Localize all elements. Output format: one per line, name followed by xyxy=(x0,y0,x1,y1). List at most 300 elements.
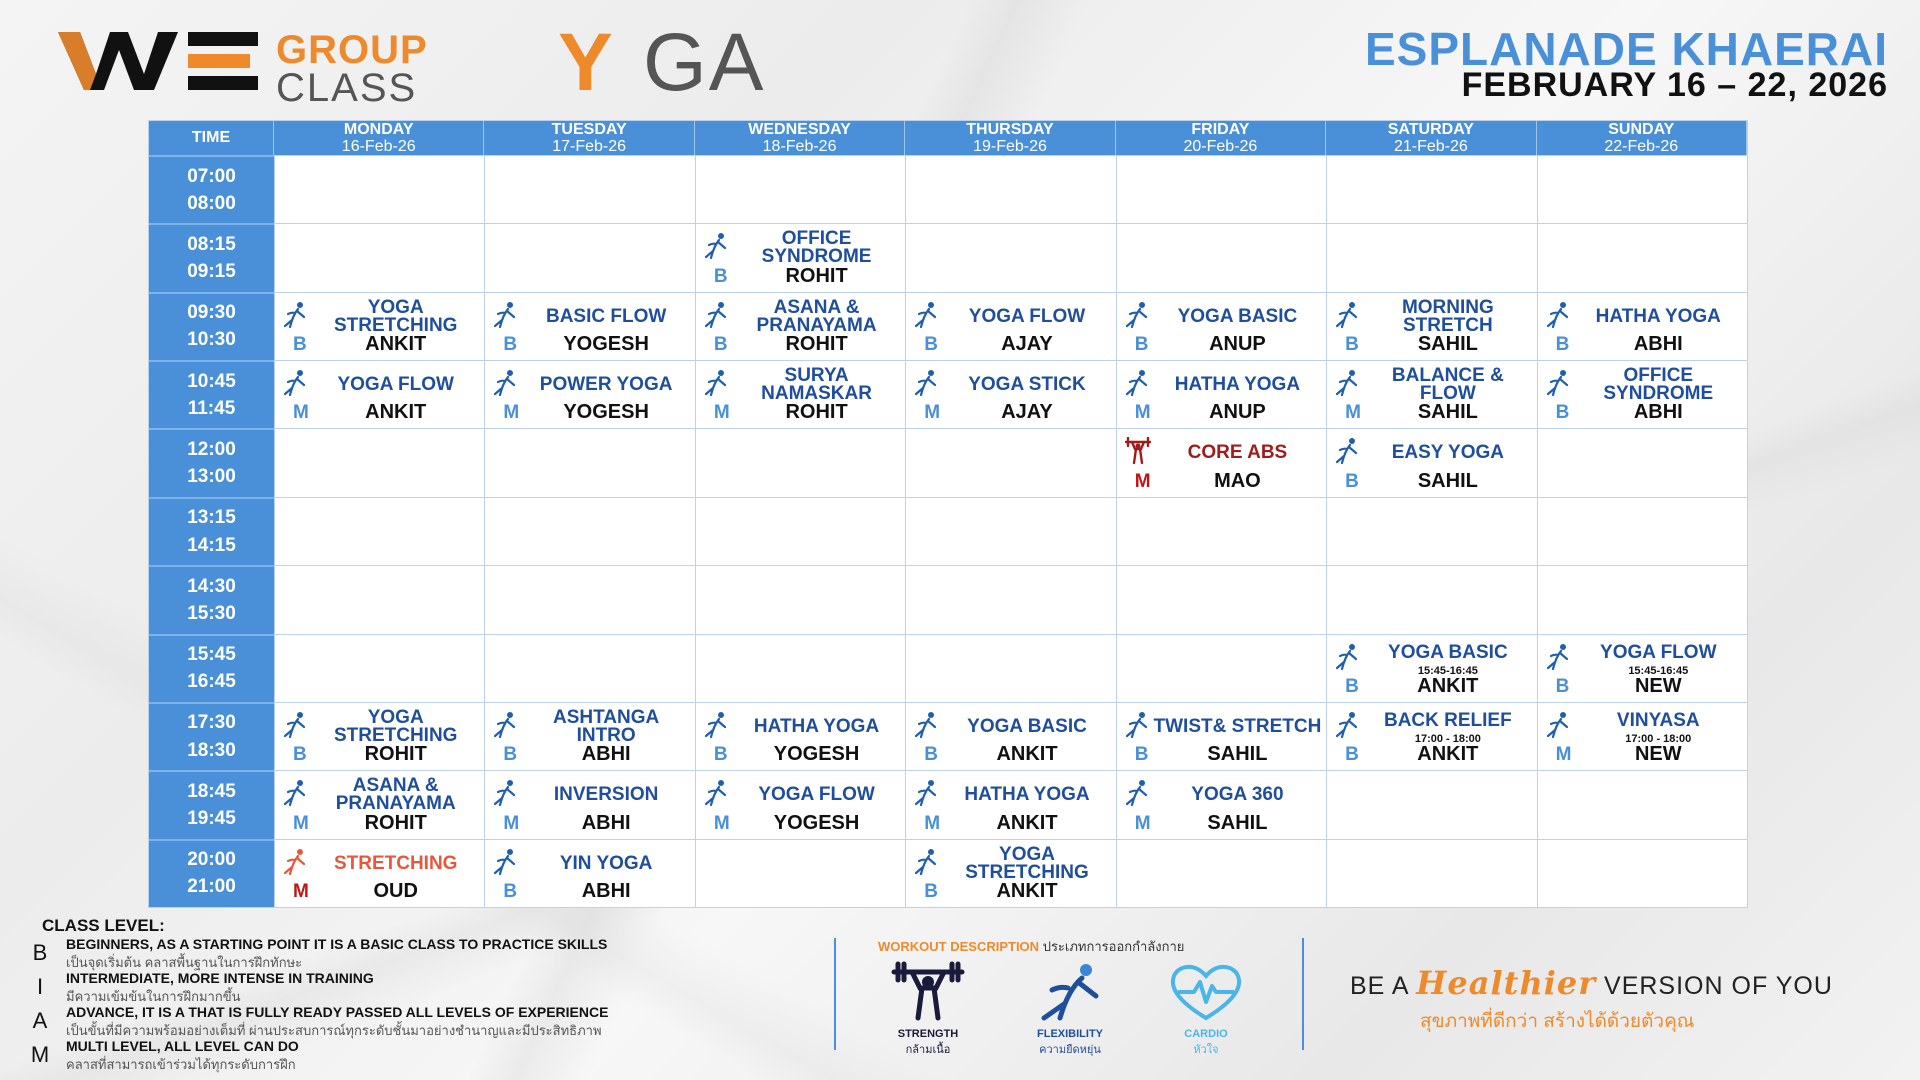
class-level: B xyxy=(924,334,939,356)
flexibility-icon xyxy=(493,301,517,329)
class-cell[interactable] xyxy=(274,702,484,770)
flexibility-icon xyxy=(1335,369,1359,397)
level-row xyxy=(28,970,808,1004)
flexibility-icon xyxy=(914,848,938,876)
level-description: ADVANCE, IT IS A THAT IS FULLY READY PASSED ALL LEVELS OF EXPERIENCE xyxy=(66,1004,609,1020)
flexibility-icon xyxy=(914,779,938,807)
instructor-name: SAHIL xyxy=(1417,333,1478,356)
class-level: M xyxy=(293,881,309,902)
instructor-name: ABHI xyxy=(581,880,631,902)
instructor-name: ROHIT xyxy=(785,401,848,424)
empty-cell xyxy=(695,497,905,565)
flexibility-icon xyxy=(704,232,728,260)
flexibility-icon xyxy=(1335,437,1359,465)
flexibility-icon xyxy=(1335,301,1359,329)
empty-cell xyxy=(1326,839,1536,907)
day-date: 19-Feb-26 xyxy=(973,137,1047,155)
day-header xyxy=(695,121,905,155)
day-date: 20-Feb-26 xyxy=(1183,137,1258,155)
level-row xyxy=(28,1004,808,1038)
empty-cell xyxy=(905,428,1115,496)
class-level: M xyxy=(713,402,730,424)
flexibility-icon xyxy=(1546,301,1570,329)
empty-cell xyxy=(905,155,1115,223)
slot-start: 10:45 xyxy=(187,370,236,392)
class-level: M xyxy=(1134,402,1151,424)
instructor-name: ROHIT xyxy=(785,264,848,287)
empty-cell xyxy=(1537,497,1747,565)
flexibility-icon xyxy=(283,711,307,739)
class-cell[interactable] xyxy=(1326,428,1536,496)
class-cell[interactable] xyxy=(1116,702,1326,770)
class-time-note: 17:00 - 18:00 xyxy=(1414,732,1481,745)
class-level-legend xyxy=(28,916,808,1072)
flexibility-icon xyxy=(493,848,517,876)
class-level: B xyxy=(1134,744,1149,766)
slot-start: 07:00 xyxy=(187,165,236,187)
level-letter: A xyxy=(32,1008,48,1033)
class-cell[interactable] xyxy=(695,360,905,428)
class-level: B xyxy=(1345,675,1359,697)
class-name: ASANA & PRANAYAMA xyxy=(756,296,877,336)
flexibility-icon xyxy=(1546,369,1570,397)
flexibility-label-th: ความยืดหยุ่น xyxy=(1039,1044,1101,1056)
class-name: STRETCHING xyxy=(333,852,458,874)
empty-cell xyxy=(905,634,1115,702)
slot-end: 15:30 xyxy=(187,602,236,624)
empty-cell xyxy=(1326,770,1536,838)
class-name: HATHA YOGA xyxy=(753,715,880,737)
class-level: M xyxy=(924,402,941,424)
class-level: B xyxy=(713,265,728,287)
class-name: YOGA FLOW xyxy=(337,374,454,396)
level-letter: M xyxy=(30,1042,50,1067)
class-cell[interactable] xyxy=(695,292,905,360)
level-description-th: คลาสที่สามารถเข้าร่วมได้ทุกระดับการฝึก xyxy=(66,1057,296,1072)
class-level: B xyxy=(1345,470,1359,492)
empty-cell xyxy=(1116,497,1326,565)
logo-yoga-ga: GA xyxy=(643,17,766,108)
instructor-name: ANKIT xyxy=(365,333,427,356)
instructor-name: ANKIT xyxy=(1417,674,1479,697)
day-header xyxy=(1537,121,1747,155)
strength-label-th: กล้ามเนื้อ xyxy=(905,1044,951,1056)
class-cell[interactable] xyxy=(274,360,484,428)
empty-cell xyxy=(1326,223,1536,291)
slot-start: 13:15 xyxy=(187,507,236,529)
flexibility-icon xyxy=(704,711,728,739)
empty-cell xyxy=(1537,428,1747,496)
time-slot xyxy=(149,702,274,770)
instructor-name: ABHI xyxy=(581,743,631,766)
instructor-name: YOGESH xyxy=(563,333,649,356)
class-level: B xyxy=(1345,744,1359,766)
footer-divider xyxy=(1302,938,1304,1050)
instructor-name: NEW xyxy=(1634,743,1682,766)
flexibility-label: FLEXIBILITY xyxy=(1037,1028,1103,1040)
class-cell[interactable] xyxy=(484,360,694,428)
day-name: SATURDAY xyxy=(1387,120,1474,138)
logo-class: CLASS xyxy=(276,66,418,110)
class-name: YOGA BASIC xyxy=(1388,641,1508,663)
class-cell[interactable] xyxy=(1116,428,1326,496)
class-cell[interactable] xyxy=(695,770,905,838)
flexibility-icon xyxy=(914,711,938,739)
flexibility-icon xyxy=(704,301,728,329)
empty-cell xyxy=(1537,839,1747,907)
slot-end: 16:45 xyxy=(187,671,236,693)
instructor-name: ANKIT xyxy=(996,743,1058,766)
instructor-name: ROHIT xyxy=(785,333,848,356)
empty-cell xyxy=(1326,155,1536,223)
day-name: SUNDAY xyxy=(1608,120,1675,138)
time-slot xyxy=(149,360,274,428)
slot-start: 08:15 xyxy=(187,233,236,255)
class-cell[interactable] xyxy=(1326,360,1536,428)
class-time-note: 15:45-16:45 xyxy=(1628,664,1689,677)
class-cell[interactable] xyxy=(1537,634,1747,702)
slot-end: 10:30 xyxy=(187,329,236,351)
day-date: 22-Feb-26 xyxy=(1604,137,1679,155)
empty-cell xyxy=(695,428,905,496)
flexibility-icon xyxy=(1030,960,1110,1024)
slot-start: 14:30 xyxy=(187,575,236,597)
class-time-note: 15:45-16:45 xyxy=(1417,664,1478,677)
flexibility-icon xyxy=(704,779,728,807)
class-name: YOGA 360 xyxy=(1191,784,1284,806)
flexibility-icon xyxy=(493,779,517,807)
level-description: BEGINNERS, AS A STARTING POINT IT IS A BASIC CLASS TO PRACTICE SKILLS xyxy=(66,936,608,952)
time-slot xyxy=(149,497,274,565)
flexibility-icon xyxy=(283,848,307,876)
day-name: FRIDAY xyxy=(1191,120,1250,138)
class-name: YOGA FLOW xyxy=(1600,641,1717,663)
flexibility-icon xyxy=(914,369,938,397)
schedule-grid xyxy=(148,120,1748,908)
slogan-pre: BE A xyxy=(1350,972,1409,1000)
slot-end: 09:15 xyxy=(187,261,236,283)
level-row xyxy=(28,936,808,970)
brand-logo xyxy=(58,17,808,110)
empty-cell xyxy=(695,634,905,702)
empty-cell xyxy=(695,155,905,223)
class-cell[interactable] xyxy=(695,223,905,291)
day-header xyxy=(484,121,694,155)
slot-start: 20:00 xyxy=(187,849,236,871)
day-date: 17-Feb-26 xyxy=(552,137,627,155)
class-name: YOGA BASIC xyxy=(967,715,1087,737)
class-level: B xyxy=(1134,334,1149,356)
class-cell[interactable] xyxy=(1537,702,1747,770)
class-name: HATHA YOGA xyxy=(964,784,1090,806)
level-description-th: เป็นจุดเริ่มต้น คลาสพื้นฐานในการฝึกทักษะ xyxy=(66,955,303,970)
cardio-legend xyxy=(1160,960,1252,1058)
time-slot xyxy=(149,223,274,291)
class-level: B xyxy=(503,744,518,766)
time-header: TIME xyxy=(149,121,274,155)
day-header xyxy=(905,121,1115,155)
location-title: ESPLANADE KHAERAI xyxy=(1364,23,1888,75)
class-cell[interactable] xyxy=(1116,292,1326,360)
instructor-name: ABHI xyxy=(1633,333,1683,356)
flexibility-icon xyxy=(283,779,307,807)
class-cell[interactable] xyxy=(1326,702,1536,770)
class-cell[interactable] xyxy=(484,839,694,907)
class-level: B xyxy=(1345,334,1359,356)
class-name: YOGA FLOW xyxy=(968,305,1086,327)
class-name: YOGA STRETCHING xyxy=(333,296,458,336)
class-name: BASIC FLOW xyxy=(545,305,667,327)
slot-end: 19:45 xyxy=(187,808,236,830)
class-cell[interactable] xyxy=(695,702,905,770)
class-name: YOGA STRETCHING xyxy=(333,706,458,746)
class-cell[interactable] xyxy=(274,839,484,907)
slot-end: 13:00 xyxy=(187,466,236,488)
slogan-thai: สุขภาพที่ดีกว่า สร้างได้ด้วยตัวคุณ xyxy=(1420,1011,1695,1032)
cardio-label: CARDIO xyxy=(1184,1028,1228,1040)
class-level: B xyxy=(1555,402,1570,424)
empty-cell xyxy=(274,497,484,565)
empty-cell xyxy=(1537,155,1747,223)
class-cell[interactable] xyxy=(905,770,1115,838)
empty-cell xyxy=(1537,223,1747,291)
class-name: OFFICE SYNDROME xyxy=(1603,365,1714,405)
flexibility-legend xyxy=(1024,960,1116,1058)
flexibility-icon xyxy=(1335,711,1359,739)
class-level: B xyxy=(1555,675,1570,697)
instructor-name: ABHI xyxy=(1633,401,1683,424)
slogan-highlight: Healthier xyxy=(1416,964,1597,1002)
class-cell[interactable] xyxy=(1116,360,1326,428)
time-slot xyxy=(149,565,274,633)
instructor-name: AJAY xyxy=(1001,333,1053,356)
instructor-name: ANKIT xyxy=(1417,743,1479,766)
class-level: M xyxy=(1134,470,1151,492)
flexibility-icon xyxy=(283,301,307,329)
empty-cell xyxy=(1326,565,1536,633)
class-cell[interactable] xyxy=(1326,292,1536,360)
level-description-th: มีความเข้มข้นในการฝึกมากขึ้น xyxy=(66,989,241,1004)
instructor-name: SAHIL xyxy=(1417,469,1478,492)
empty-cell xyxy=(1116,839,1326,907)
day-date: 21-Feb-26 xyxy=(1393,137,1468,155)
day-header xyxy=(274,121,484,155)
class-cell[interactable] xyxy=(1326,634,1536,702)
empty-cell xyxy=(1116,223,1326,291)
instructor-name: MAO xyxy=(1214,469,1261,492)
class-name: YOGA STRETCHING xyxy=(965,843,1089,883)
class-level: B xyxy=(713,744,728,766)
instructor-name: ANKIT xyxy=(365,401,427,424)
slogan xyxy=(1350,964,1833,1002)
time-slot xyxy=(149,770,274,838)
instructor-name: ANKIT xyxy=(996,880,1058,902)
class-level: B xyxy=(924,744,939,766)
empty-cell xyxy=(274,634,484,702)
flexibility-icon xyxy=(493,369,517,397)
empty-cell xyxy=(484,497,694,565)
day-name: MONDAY xyxy=(343,120,414,138)
flexibility-icon xyxy=(704,369,728,397)
legend-title: CLASS LEVEL: xyxy=(42,916,165,935)
empty-cell xyxy=(484,634,694,702)
class-cell[interactable] xyxy=(905,292,1115,360)
instructor-name: YOGESH xyxy=(773,811,860,834)
class-cell[interactable] xyxy=(1116,770,1326,838)
level-row xyxy=(28,1038,808,1072)
slot-end: 18:30 xyxy=(187,739,236,761)
empty-cell xyxy=(1537,565,1747,633)
week-range: FEBRUARY 16 – 22, 2026 xyxy=(1461,66,1888,104)
workout-description-title xyxy=(878,936,1184,957)
class-name: MORNING STRETCH xyxy=(1401,296,1494,336)
strength-legend xyxy=(882,960,974,1058)
instructor-name: OUD xyxy=(373,880,418,902)
class-name: BALANCE & FLOW xyxy=(1391,365,1504,405)
class-name: POWER YOGA xyxy=(539,374,673,396)
level-description: MULTI LEVEL, ALL LEVEL CAN DO xyxy=(66,1038,299,1054)
class-cell[interactable] xyxy=(274,770,484,838)
class-name: VINYASA xyxy=(1616,709,1700,731)
instructor-name: YOGESH xyxy=(773,743,860,766)
class-name: OFFICE SYNDROME xyxy=(761,228,872,268)
class-cell[interactable] xyxy=(905,839,1115,907)
instructor-name: SAHIL xyxy=(1417,401,1478,424)
instructor-name: ABHI xyxy=(581,811,631,834)
instructor-name: ANUP xyxy=(1209,401,1266,424)
day-header xyxy=(1326,121,1536,155)
strength-label: STRENGTH xyxy=(897,1028,959,1040)
footer-divider xyxy=(834,938,836,1050)
empty-cell xyxy=(484,155,694,223)
empty-cell xyxy=(274,223,484,291)
level-letter: B xyxy=(32,940,48,965)
class-name: INVERSION xyxy=(553,784,659,806)
day-header xyxy=(1116,121,1326,155)
time-slot xyxy=(149,292,274,360)
instructor-name: SAHIL xyxy=(1207,743,1268,766)
instructor-name: SAHIL xyxy=(1207,811,1268,834)
instructor-name: ANKIT xyxy=(996,811,1058,834)
empty-cell xyxy=(484,428,694,496)
flexibility-icon xyxy=(1125,711,1149,739)
slot-start: 09:30 xyxy=(187,302,236,324)
class-cell[interactable] xyxy=(484,702,694,770)
class-cell[interactable] xyxy=(484,292,694,360)
strength-icon xyxy=(1125,437,1149,465)
empty-cell xyxy=(274,428,484,496)
class-level: M xyxy=(924,812,941,834)
slot-end: 14:15 xyxy=(187,534,236,556)
class-cell[interactable] xyxy=(905,702,1115,770)
empty-cell xyxy=(274,155,484,223)
strength-icon xyxy=(888,960,968,1024)
flexibility-icon xyxy=(914,301,938,329)
flexibility-icon xyxy=(283,369,307,397)
slot-start: 17:30 xyxy=(187,712,236,734)
flexibility-icon xyxy=(1546,643,1570,671)
class-level: B xyxy=(924,881,939,902)
class-name: HATHA YOGA xyxy=(1595,305,1721,327)
time-slot xyxy=(149,839,274,907)
class-name: YOGA BASIC xyxy=(1177,305,1298,327)
class-name: YIN YOGA xyxy=(559,852,653,874)
class-level: M xyxy=(503,812,520,834)
logo-yoga-y: Y xyxy=(558,17,613,108)
workout-title-th: ประเภทการออกกำลังกาย xyxy=(1042,939,1185,954)
class-level: M xyxy=(1345,402,1361,424)
time-slot xyxy=(149,155,274,223)
class-cell[interactable] xyxy=(274,292,484,360)
class-name: YOGA FLOW xyxy=(758,784,875,806)
class-level: B xyxy=(293,744,307,766)
class-cell[interactable] xyxy=(1537,292,1747,360)
flexibility-icon xyxy=(493,711,517,739)
day-name: THURSDAY xyxy=(966,120,1054,138)
slot-start: 12:00 xyxy=(187,439,236,461)
logo-group: GROUP xyxy=(276,28,428,72)
class-level: B xyxy=(713,334,728,356)
class-name: HATHA YOGA xyxy=(1174,374,1301,396)
class-name: SURYA NAMASKAR xyxy=(761,365,872,405)
class-level: M xyxy=(1134,812,1151,834)
empty-cell xyxy=(1537,770,1747,838)
class-cell[interactable] xyxy=(905,360,1115,428)
cardio-label-th: หัวใจ xyxy=(1193,1044,1219,1056)
slot-end: 21:00 xyxy=(187,876,236,898)
empty-cell xyxy=(905,497,1115,565)
class-level: M xyxy=(1555,744,1572,766)
level-letter: I xyxy=(36,974,44,999)
empty-cell xyxy=(905,565,1115,633)
time-slot xyxy=(149,634,274,702)
workout-title-en: WORKOUT DESCRIPTION xyxy=(878,939,1040,954)
class-level: B xyxy=(293,334,307,356)
empty-cell xyxy=(1326,497,1536,565)
flexibility-icon xyxy=(1546,711,1570,739)
day-name: TUESDAY xyxy=(551,120,627,138)
slot-end: 08:00 xyxy=(187,192,236,214)
empty-cell xyxy=(905,223,1115,291)
class-cell[interactable] xyxy=(1537,360,1747,428)
day-date: 16-Feb-26 xyxy=(341,137,416,155)
we-logo-icon xyxy=(58,28,268,94)
class-level: M xyxy=(293,812,309,834)
class-name: EASY YOGA xyxy=(1391,442,1504,464)
class-name: ASANA & PRANAYAMA xyxy=(335,775,456,815)
flexibility-icon xyxy=(1335,643,1359,671)
day-name: WEDNESDAY xyxy=(748,120,851,138)
empty-cell xyxy=(695,839,905,907)
class-level: M xyxy=(503,402,520,424)
class-cell[interactable] xyxy=(484,770,694,838)
class-time-note: 17:00 - 18:00 xyxy=(1625,732,1692,745)
class-name: TWIST& STRETCH xyxy=(1153,715,1322,737)
level-description: INTERMEDIATE, MORE INTENSE IN TRAINING xyxy=(66,970,374,986)
empty-cell xyxy=(1116,634,1326,702)
class-name: CORE ABS xyxy=(1187,442,1288,464)
slot-start: 18:45 xyxy=(187,780,236,802)
flexibility-icon xyxy=(1125,369,1149,397)
class-level: M xyxy=(293,402,309,424)
instructor-name: AJAY xyxy=(1001,401,1053,424)
cardio-icon xyxy=(1166,960,1246,1024)
day-date: 18-Feb-26 xyxy=(762,137,837,155)
time-slot xyxy=(149,428,274,496)
class-level: B xyxy=(503,881,518,902)
level-description-th: เป็นขั้นที่มีความพร้อมอย่างเต็มที่ ผ่านประสบการณ์ทุกระดับชั้นมาอย่างชำนาญและมีประสิทธิภาพ xyxy=(66,1023,602,1038)
class-name: ASHTANGA INTRO xyxy=(553,706,660,746)
